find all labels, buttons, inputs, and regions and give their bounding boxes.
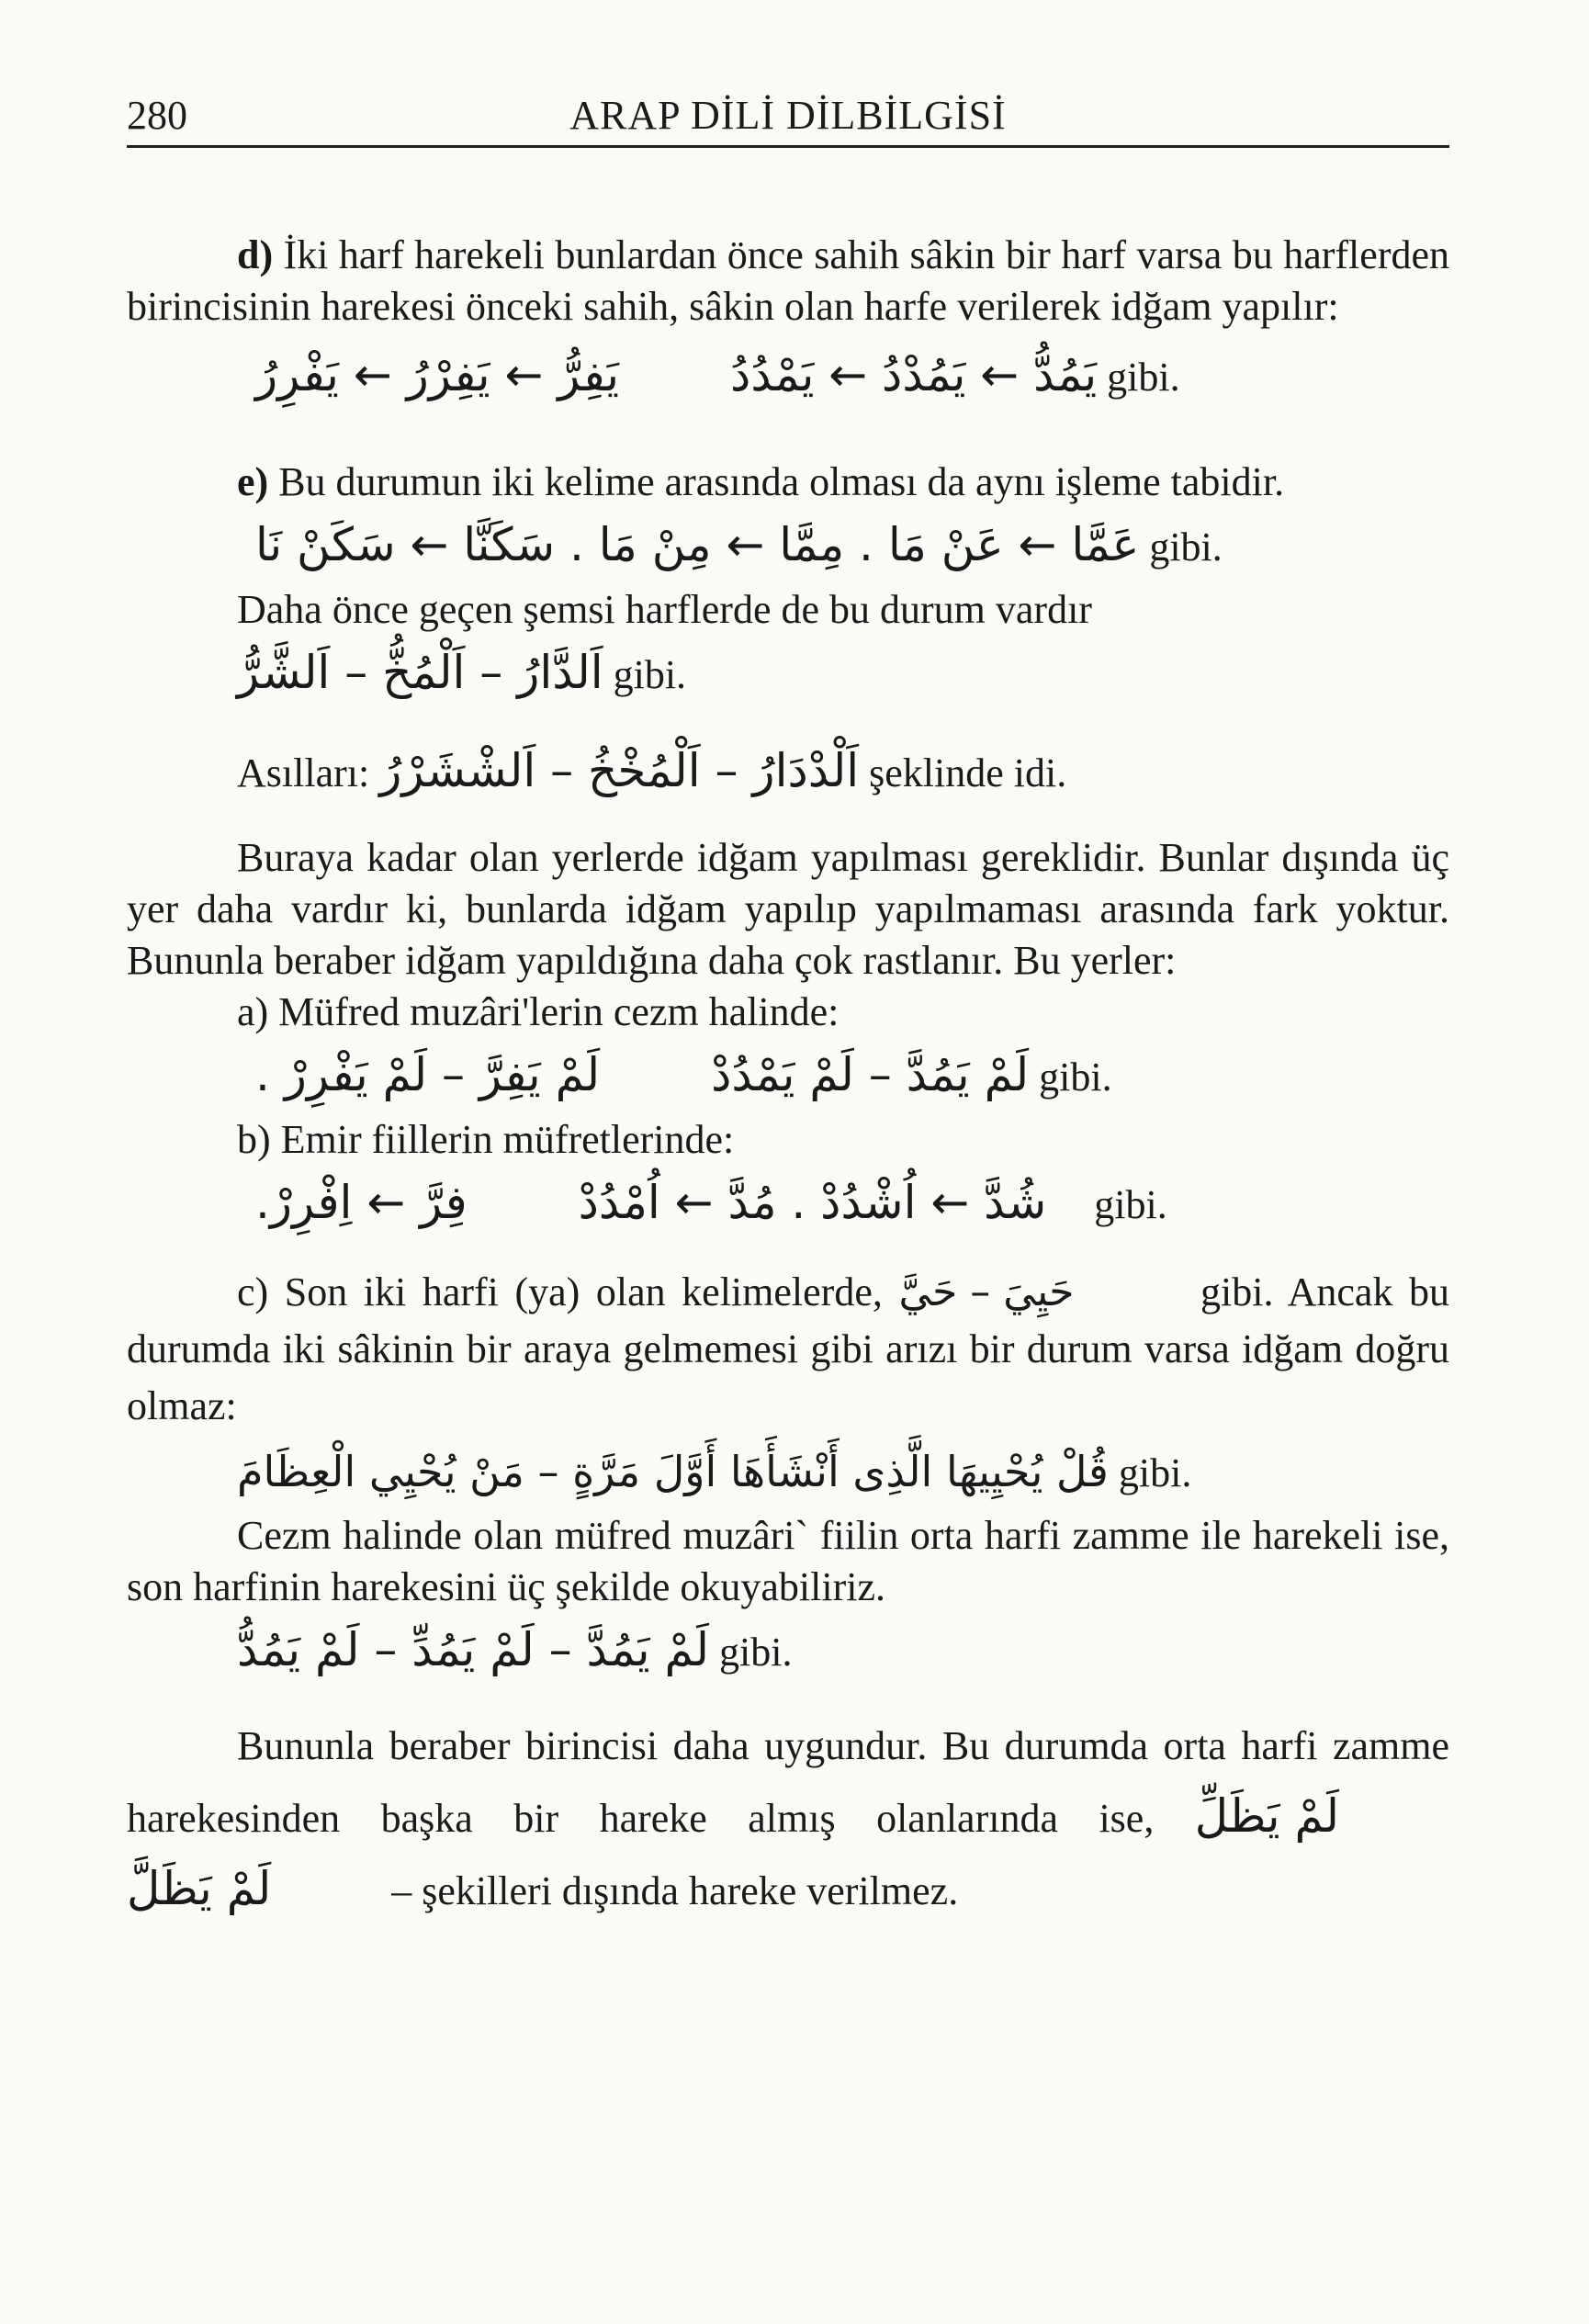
paragraph-c	[127, 1264, 1449, 1435]
page-header	[127, 88, 1449, 148]
gibi-shemsi: gibi.	[613, 652, 687, 697]
arabic-example-shemsi: اَلدَّارُ – اَلْمُخُّ – اَلشَّرُّ	[237, 646, 603, 699]
example-c	[127, 1435, 1449, 1510]
arabic-example-b-1: فِرَّ ← اِفْرِرْ.	[255, 1176, 468, 1229]
arabic-example-c: قُلْ يُحْيِيهَا الَّذِى أَنْشَأَهَا أَوَّلَ مَرَّةٍ – مَنْ يُحْيِي الْعِظَامَ	[237, 1447, 1109, 1496]
gibi-b: gibi.	[1094, 1182, 1167, 1227]
arabic-example-cezm: لَمْ يَمُدَّ – لَمْ يَمُدِّ – لَمْ يَمُدُّ	[237, 1623, 709, 1676]
paragraph-cezm: Cezm halinde olan müfred muzâri` fiilin orta harfi zamme ile harekeli ise, son harfinin harekesini üç şekilde okuyabiliriz.	[127, 1513, 1449, 1609]
paragraph-a: a) Müfred muzâri'lerin cezm halinde:	[237, 989, 840, 1034]
arabic-word-last-2: لَمْ يَظَلَّ	[127, 1862, 272, 1915]
example-a	[127, 1038, 1449, 1114]
arabic-example-a-1: لَمْ يَفِرَّ – لَمْ يَفْرِرْ .	[255, 1048, 601, 1101]
example-cezm	[127, 1613, 1449, 1689]
arabic-example-d-2: يَمُدُّ ← يَمُدْدُ ← يَمْدُدُ	[730, 348, 1098, 401]
paragraph-d	[127, 230, 1449, 333]
arabic-example-e: عَمَّا ← عَنْ مَا . مِمَّا ← مِنْ مَا . سَكَنَّا ← سَكَنْ نَا	[255, 518, 1140, 571]
gibi-e: gibi.	[1149, 525, 1223, 570]
arabic-word-last-1: لَمْ يَظَلِّ	[1194, 1789, 1339, 1843]
paragraph-b: b) Emir fiillerin müfretlerinde:	[237, 1117, 735, 1162]
gibi-c: gibi.	[1118, 1450, 1192, 1495]
paragraph-shemsi: Daha önce geçen şemsi harflerde de bu durum vardır	[237, 587, 1092, 632]
item-label-d: d)	[237, 232, 274, 277]
paragraph-last-before: Bununla beraber birincisi daha uygundur. Bu durumda orta harfi zamme harekesinden başka bir hareke almış olanlarında ise,	[127, 1723, 1449, 1841]
gibi-a: gibi.	[1039, 1055, 1112, 1100]
gibi-cezm: gibi.	[719, 1630, 793, 1675]
example-b	[127, 1166, 1449, 1242]
paragraph-e-text: Bu durumun iki kelime arasında olması da aynı işleme tabidir.	[268, 459, 1285, 504]
page-number: 280	[127, 93, 187, 138]
running-title: ARAP DİLİ DİLBİLGİSİ	[569, 93, 1007, 138]
arabic-example-asil: اَلْدْدَارُ – اَلْمُخْخُ – اَلشْشَرْرُ	[379, 744, 860, 797]
example-e	[127, 508, 1449, 584]
paragraph-e	[127, 457, 1449, 508]
arabic-example-d-1: يَفِرُّ ← يَفِرْرُ ← يَفْرِرُ	[255, 348, 620, 401]
example-shemsi	[127, 636, 1449, 712]
example-asil	[127, 734, 1449, 810]
item-label-e: e)	[237, 459, 269, 504]
page-body	[127, 230, 1449, 1926]
paragraph-d-text: İki harf harekeli bunlardan önce sahih sâkin bir harf varsa bu harflerden birincisinin harekesi önceki sahih, sâkin olan harfe verilerek idğam yapılır:	[127, 232, 1449, 329]
asil-suffix: şeklinde idi.	[869, 750, 1067, 795]
arabic-words-c: حَيِيَ – حَيَّ	[898, 1269, 1075, 1315]
paragraph-last-after: – şekilleri dışında hareke verilmez.	[391, 1868, 959, 1913]
paragraph-buraya: Buraya kadar olan yerlerde idğam yapılması gereklidir. Bunlar dışında üç yer daha vardır ki, bunlarda idğam yapılıp yapılmaması arasında fark yoktur. Bununla beraber idğam yapıldığına daha çok rastlanır. Bu yerler:	[127, 835, 1449, 983]
example-d	[127, 338, 1449, 414]
asil-prefix: Asılları:	[237, 750, 370, 795]
gibi-d: gibi.	[1107, 355, 1180, 400]
arabic-example-b-2: شُدَّ ← اُشْدُدْ . مُدَّ ← اُمْدُدْ	[578, 1176, 1047, 1229]
paragraph-last	[127, 1711, 1449, 1926]
paragraph-c-after: gibi. Ancak bu durumda iki sâkinin bir araya gelmemesi gibi arızı bir durum varsa idğam doğru olmaz:	[127, 1269, 1450, 1428]
arabic-example-a-2: لَمْ يَمُدَّ – لَمْ يَمْدُدْ	[711, 1048, 1030, 1101]
paragraph-c-before: c) Son iki harfi (ya) olan kelimelerde,	[237, 1269, 883, 1314]
